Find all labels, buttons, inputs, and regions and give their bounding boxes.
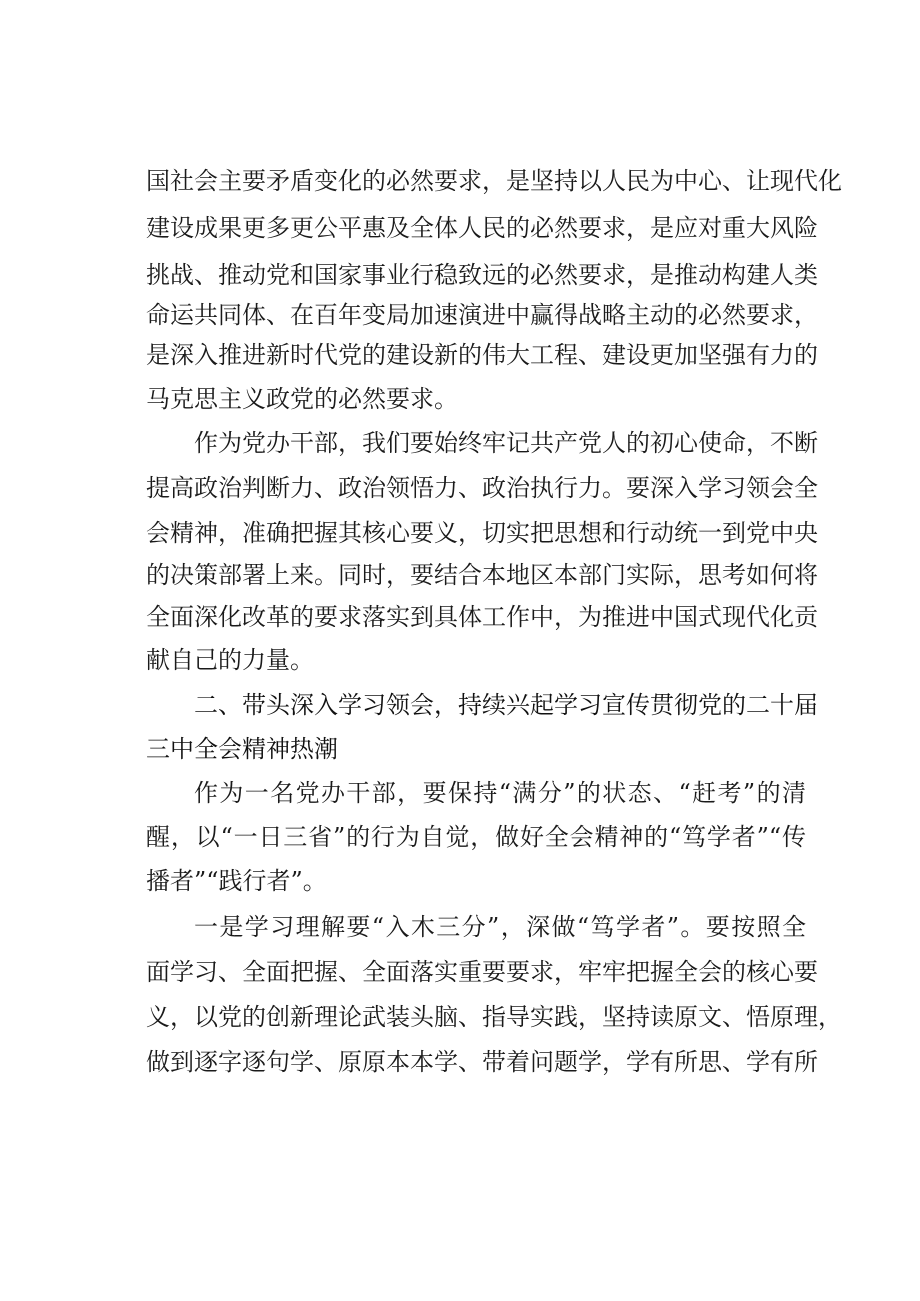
paragraph3-line-2: 醒，以“一日三省”的行为自觉，做好全会精神的“笃学者”“传 [146,823,806,851]
section-heading-line-1: 二、带头深入学习领会，持续兴起学习宣传贯彻党的二十届 [194,691,818,719]
paragraph3-line-1: 作为一名党办干部，要保持“满分”的状态、“赶考”的清 [194,779,806,807]
paragraph3-line-3: 播者”“践行者”。 [146,867,327,895]
paragraph2-line-2: 提高政治判断力、政治领悟力、政治执行力。要深入学习领会全 [146,474,818,502]
paragraph4-line-4: 做到逐字逐句学、原原本本学、带着问题学，学有所思、学有所 [146,1048,818,1076]
paragraph2-line-5: 全面深化改革的要求落实到具体工作中，为推进中国式现代化贡 [146,603,818,631]
paragraph1-line-5: 是深入推进新时代党的建设新的伟大工程、建设更加坚强有力的 [146,341,818,369]
paragraph2-line-4: 的决策部署上来。同时，要结合本地区本部门实际，思考如何将 [146,561,818,589]
paragraph1-line-1: 国社会主要矛盾变化的必然要求，是坚持以人民为中心、让现代化 [146,167,842,195]
paragraph4-line-2: 面学习、全面把握、全面落实重要要求，牢牢把握全会的核心要 [146,958,818,986]
paragraph1-line-3: 挑战、推动党和国家事业行稳致远的必然要求，是推动构建人类 [146,261,818,289]
paragraph1-line-2: 建设成果更多更公平惠及全体人民的必然要求，是应对重大风险 [146,214,818,242]
paragraph2-line-3: 会精神，准确把握其核心要义，切实把思想和行动统一到党中央 [146,519,818,547]
paragraph4-line-3: 义，以党的创新理论武装头脑、指导实践，坚持读原文、悟原理， [146,1003,842,1031]
paragraph4-line-1: 一是学习理解要“入木三分”，深做“笃学者”。要按照全 [194,913,806,941]
paragraph2-line-1: 作为党办干部，我们要始终牢记共产党人的初心使命，不断 [194,429,818,457]
paragraph1-line-4: 命运共同体、在百年变局加速演进中赢得战略主动的必然要求， [146,301,818,329]
paragraph2-line-6: 献自己的力量。 [146,646,314,674]
section-heading-line-2: 三中全会精神热潮 [146,735,338,763]
paragraph1-line-6: 马克思主义政党的必然要求。 [146,385,458,413]
